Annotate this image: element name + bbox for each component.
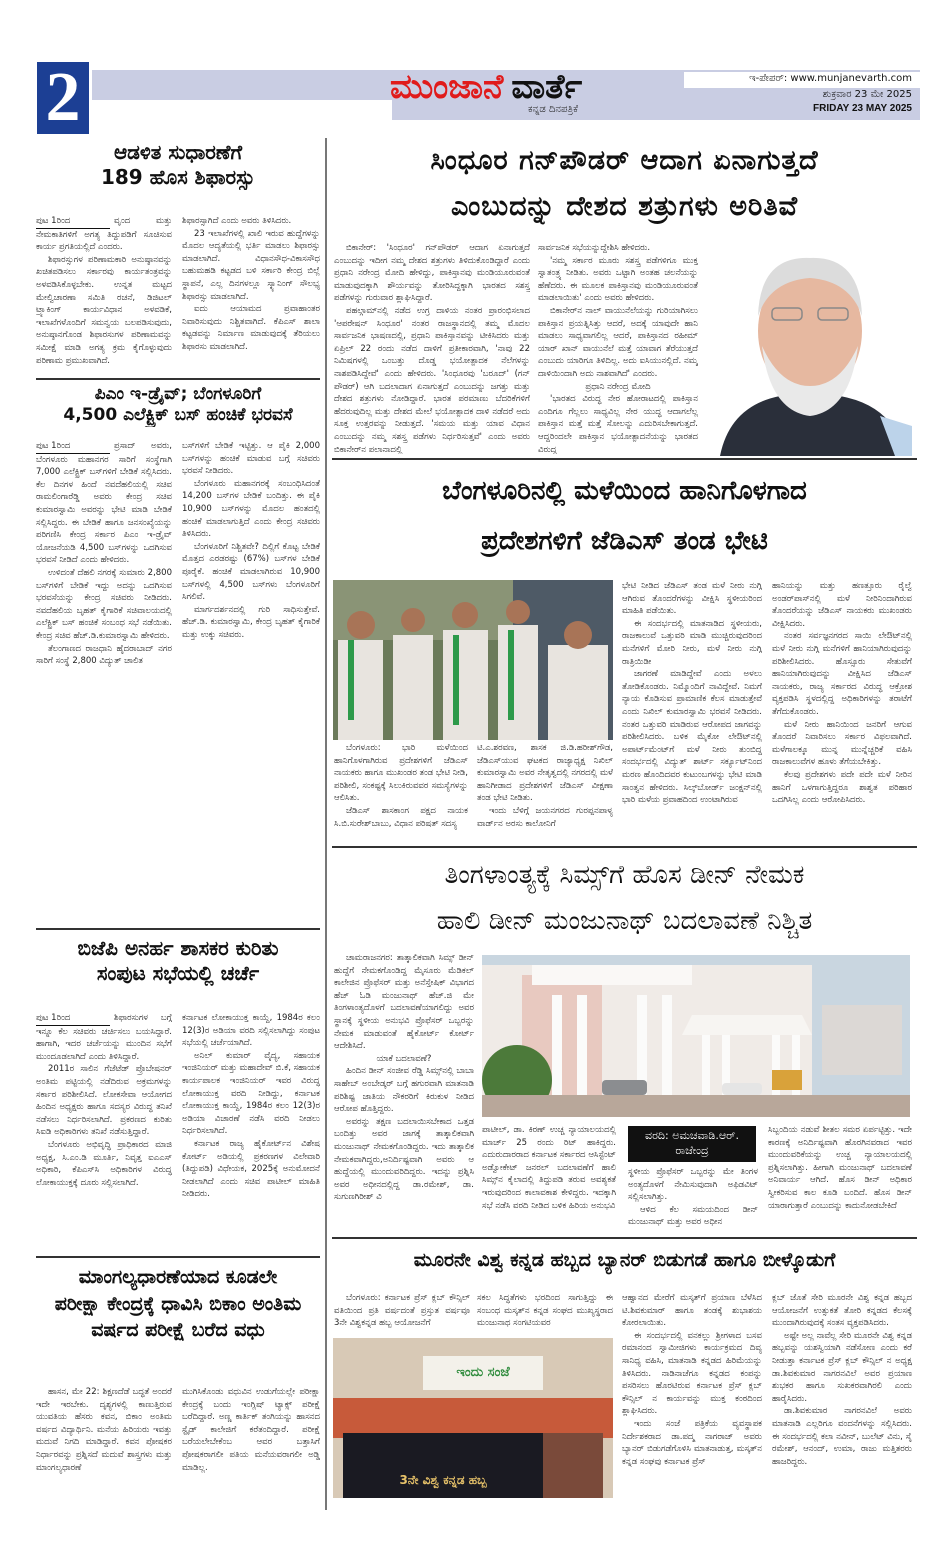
paragraph: ಅಷ್ಟೇ ಅಲ್ಲ ನಾವೆಲ್ಲ ಸೇರಿ ಮೂರನೇ ವಿಶ್ವ ಕನ್ನಡ ಹಬ್ಬವನ್ನು ಯಶಸ್ವಿಯಾಗಿ ನಡೆಸೋಣ ಎಂದು ಕರೆ ನೀಡುತ್ತಾ ಕರ್ನಾಟಕ ಪ್ರೆಸ್ ಕ್ಲಬ್ ಕೌನ್ಸಿಲ್ ನ ಅಧ್ಯಕ್ಷ ಡಾ.ಶಿವಕುಮಾರ ನಾಗರನವಿಲೆ ಅವರ ಪ್ರಯಾಣ ಶುಭಕರ ಹಾಗೂ ಸುಖಕರವಾಗಿರಲಿ ಎಂದು ಹಾರೈಸಿದರು. (772, 1330, 912, 1404)
paragraph: ಮಳೆ ನೀರು ಹಾನಿಯಿಂದ ಜನರಿಗೆ ಆಗುವ ತೊಂದರೆ ನಿವಾರಿಸಲು ಸರ್ಕಾರ ವಿಫಲವಾಗಿದೆ. ಮಳೆಗಾಲಕ್ಕೂ ಮುನ್ನ ಮುನ್ನೆಚ್ಚರಿಕೆ ವಹಿಸಿ ರಾಜಕಾಲುವೆಗಳ ಹೂಳು ತೆಗೆಯಬೇಕಿತ್ತು. (772, 719, 912, 768)
paragraph: ಈ ಸಂದರ್ಭದಲ್ಲಿ ವನಕಲ್ಲು ಶ್ರೀಗಳಾದ ಬಸವ ರಮಾನಂದ ಸ್ವಾಮೀಜಿಗಳು ಕಾರ್ಯಕ್ರಮದ ದಿವ್ಯ ಸಾನಿಧ್ಯ ವಹಿಸಿ, ಮಾತನಾಡಿ ಕನ್ನಡದ ಹಿರಿಮೆಯನ್ನು ತಿಳಿಸಿದರು. ನಾಡಿನಾಚೆಗೂ ಕನ್ನಡದ ಕಂಪನ್ನು ಪಸರಿಸಲು ಹೊರಟಿರುವ ಕರ್ನಾಟಕ ಪ್ರೆಸ್ ಕ್ಲಬ್ ಕೌನ್ಸಿಲ್ ನ ಕಾರ್ಯವನ್ನು ಮುಕ್ತ ಕಂಠದಿಂದ ಶ್ಲಾಘಿಸಿದರು. (622, 1330, 762, 1417)
banner-col-1 (334, 1292, 470, 1332)
sindoor-headline (332, 138, 917, 230)
ebus-col-2 (182, 440, 320, 880)
divider (332, 846, 917, 848)
paragraph: ಕರ್ನಾಟಕ ಲೋಕಾಯುಕ್ತ ಕಾಯ್ದೆ, 1984ರ ಕಲಂ 12(3)ರ ಅಡಿಯಾ ವರದಿ ಸಲ್ಲಿಸಲಾಗಿದ್ದು ಸಂಪುಟ ಸಭೆಯಲ್ಲಿ ಚರ್ಚೆಯಾಗಿದೆ. (182, 1013, 320, 1049)
paragraph: ಸಿಬ್ಬಂದಿಯ ನಡುವೆ ಶೀತಲ ಸಮರ ಏರ್ಪಟ್ಟಿತ್ತು. ಇದೇ ಕಾರಣಕ್ಕೆ ಅನಿರ್ದಿಷ್ಟವಾಗಿ ಹೊರಗಿನವರಾದ ಇವರ ಮುಂದುವರಿಕೆಯನ್ನು ಉಚ್ಚ ನ್ಯಾಯಾಲಯದಲ್ಲಿ ಪ್ರಶ್ನಿಸಲಾಗಿತ್ತು. ಹೀಗಾಗಿ ಮಂಜುನಾಥ್ ಬದಲಾವಣೆ ಅನಿವಾರ್ಯ ಆಗಿದೆ. ಹೊಸ ಡೀನ್ ಅಧಿಕಾರ ಸ್ವೀಕರಿಸುವ ಕಾಲ ಕೂಡಿ ಬಂದಿದೆ. ಹೊಸ ಡೀನ್ ಯಾರಾಗುತ್ತಾರೆ ಎಂಬುದನ್ನು ಕಾದುನೋಡಬೇಕಿದೆ (768, 1125, 912, 1211)
jds-col-3 (622, 580, 762, 842)
paragraph: ಸಾರ್ವಜನಿಕ ಸಭೆಯನ್ನುದ್ದೇಶಿಸಿ ಹೇಳಿದರು. (538, 243, 651, 253)
sindoor-col-2 (538, 242, 698, 454)
paragraph: ಐದು ಆಯಾಮದ ಪ್ರವಾಹಾಂತರ ನಿವಾರಿಸುವುದು ನಿಶ್ಚಿತವಾಗಿದೆ. ಕೆಪಿಎಸ್ ಶಾಲಾ ಕಟ್ಟಡವನ್ನು ನಿರ್ಮಾಣ ಮಾಡುವುದಕ್ಕೆ ತೆರಿಯಲು ಶಿಫಾರಸು ಮಾಡಲಾಗಿದೆ. (182, 304, 320, 352)
cims-col-2 (482, 1124, 616, 1234)
banner-col-4 (772, 1292, 912, 1502)
paragraph: ಈ ಸಂದರ್ಭದಲ್ಲಿ ಮಾತನಾಡಿದ ಸ್ಥಳೀಯರು, ರಾಜಕಾಲುವೆ ಒತ್ತುವರಿ ಮಾಡಿ ಮುಚ್ಚಿರುವುದರಿಂದ ಮನೆಗಳಿಗೆ ಮೋರಿ ನೀರು, ಮಳೆ ನೀರು ನುಗ್ಗಿ ರಾತ್ರಿಯಿಡೀ (622, 618, 762, 667)
subheading: ಯಾಕೆ ಬದಲಾವಣೆ? (376, 1053, 432, 1064)
paragraph: ಶಿಫಾರಸ್ಸುಗಳ ಪರಿಣಾಮಕಾರಿ ಅನುಷ್ಠಾನವನ್ನು ಖಚಿತಪಡಿಸಲು ಸರ್ಕಾರವು ಕಾರ್ಯತಂತ್ರವನ್ನು ಅಳವಡಿಸಿಕೊಳ್ಳಬೇಕು. ಉನ್ನತ ಮಟ್ಟದ ಮೇಲ್ವಿಚಾರಣಾ ಸಮಿತಿ ರಚನೆ, ಡಿಜಿಟಲ್ ಟ್ರ್ಯಾಕಿಂಗ್ ಕಾರ್ಯವಿಧಾನ ಅಳವಡಿಕೆ, ಇಲಾಖೆಗಳೊಂದಿಗೆ ಸಮನ್ವಯ ಬಲಪಡಿಸುವುದು, ಅನುಷ್ಠಾನಗೊಂಡ ಶಿಫಾರಸುಗಳ ಪರಿಣಾಮವನ್ನು ಸಮೀಕ್ಷೆ ಮಾಡಿ ಅಗತ್ಯ ಕ್ರಮ ಕೈಗೊಳ್ಳುವುದು ಪರಿಣಾಮ ಪ್ರಮುಖವಾಗಿದೆ. (36, 254, 172, 366)
paragraph: ಕರ್ನಾಟಕ ರಾಜ್ಯ ಹೈಕೋರ್ಟ್‌ನ ವಿಶೇಷ ಕೋರ್ಟ್ ಅಡಿಯಲ್ಲಿ ಪ್ರಕರಣಗಳ ವಿಲೇವಾರಿ (ತಿದ್ದುಪಡಿ) ವಿಧೇಯಕ, 2025ಕ್ಕೆ ಅನುಮೋದನೆ ನೀಡಲಾಗಿದೆ ಎಂದು ಸಚಿವ ಪಾಟೀಲ್ ಮಾಹಿತಿ ನೀಡಿದರು. (182, 1138, 320, 1200)
cims-byline: ವರದಿ: ಅಮಚವಾಡಿ.ಆರ್. ರಾಜೇಂದ್ರ (628, 1126, 756, 1162)
paragraph: ಬೆಂಗಳೂರು: ಭಾರಿ ಮಳೆಯಿಂದ ಹಾನಿಗೊಳಗಾಗಿರುವ ಪ್ರದೇಶಗಳಿಗೆ ಜೆಡಿಎಸ್ ನಾಯಕರು ಹಾಗೂ ಮುಖಂಡರ ತಂಡ ಭೇಟಿ ನೀಡಿ, ಪರಿಶೀಲಿ, ಸಂಕಷ್ಟಕ್ಕೆ ಸಿಲುಕಿರುವವರ ಸಮಸ್ಯೆಗಳನ್ನು ಆಲಿಸಿತು. (334, 743, 468, 804)
paragraph: ಪಹಲ್ಗಾಮ್‌ನಲ್ಲಿ ನಡೆದ ಉಗ್ರ ದಾಳಿಯ ನಂತರ ಪ್ರಾರಂಭಿಸಲಾದ 'ಆಪರೇಷನ್ ಸಿಂಧೂರ' ನಂತರ ರಾಜಸ್ಥಾನದಲ್ಲಿ ತಮ್ಮ ಮೊದಲ ಸಾರ್ವಜನಿಕ ಭಾಷಣದಲ್ಲಿ, ಪ್ರಧಾನಿ ಪಾಕಿಸ್ತಾನವನ್ನು ಟೀಕಿಸಿದರು ಮತ್ತು ಏಪ್ರಿಲ್ 22 ರಂದು ನಡೆದ ದಾಳಿಗೆ ಪ್ರತೀಕಾರವಾಗಿ, 'ನಾವು 22 ನಿಮಿಷಗಳಲ್ಲಿ ಒಂಬತ್ತು ದೊಡ್ಡ ಭಯೋತ್ಪಾದಕ ನೆಲೆಗಳನ್ನು ನಾಶಪಡಿಸಿದ್ದೇವೆ' ಎಂದು ಹೇಳಿದರು. 'ಸಿಂಧೂರವು 'ಬರೂದ್' (ಗನ್ ಪೌಡರ್) ಆಗಿ ಬದಲಾದಾಗ ಏನಾಗುತ್ತದೆ ಎಂಬುದನ್ನು ಜಗತ್ತು ಮತ್ತು ದೇಶದ ಶತ್ರುಗಳು ನೋಡಿದ್ದಾರೆ. ಭಾರತ ಪರಮಾಣು ಬೆದರಿಕೆಗಳಿಗೆ ಹೆದರುವುದಿಲ್ಲ ಮತ್ತು ದೇಶದ ಮೇಲೆ ಭಯೋತ್ಪಾದಕ ದಾಳಿ ನಡೆದರೆ ಅದು ಸೂಕ್ತ ಉತ್ತರವನ್ನು ನೀಡುತ್ತದೆ. 'ಸಮಯ ಮತ್ತು ಯಾವ ವಿಧಾನ ಎಂಬುದನ್ನು ನಮ್ಮ ಸಶಸ್ತ್ರ ಪಡೆಗಳು ನಿರ್ಧರಿಸುತ್ತವೆ' ಎಂದು ಅವರು ಬಿಕಾನೇರ್‌ನ ಪಲಾನಾದಲ್ಲಿ (334, 305, 530, 454)
paragraph: 'ನಮ್ಮ ಸರ್ಕಾರ ಮೂರು ಸಶಸ್ತ್ರ ಪಡೆಗಳಿಗೂ ಮುಕ್ತ ಸ್ವಾತಂತ್ರ್ಯ ನೀಡಿತು. ಅವರು ಒಟ್ಟಾಗಿ ಅಂತಹ ಚಲನೆಯನ್ನು ಹೆಣೆದರು. ಈ ಮೂಲಕ ಪಾಕಿಸ್ತಾನವು ಮಂಡಿಯೂರುವಂತೆ ಮಾಡಲಾಯಿತು' ಎಂದು ಅವರು ಹೇಳಿದರು. (538, 255, 698, 304)
bjp-col-1 (36, 1012, 172, 1250)
headline-line: ವರ್ಷದ ಪರೀಕ್ಷೆ ಬರೆದ ವಧು (91, 1319, 265, 1342)
paragraph: ನಂತರ ಸರ್ವಜ್ಞನಗರದ ಸಾಯಿ ಲೇಔಟ್‌ನಲ್ಲಿ ಮಳೆ ನೀರು ನುಗ್ಗಿ ಮನೆಗಳಿಗೆ ಹಾನಿಯಾಗಿರುವುದನ್ನು ಪರಿಶೀಲಿಸಿದರು. ಹೊಸ್ಸೂರು ಸೇತುವೆಗೆ ಹಾನಿಯಾಗಿರುವುದನ್ನು ವೀಕ್ಷಿಸಿದ ಜೆಡಿಎಸ್ ನಾಯಕರು, ರಾಜ್ಯ ಸರ್ಕಾರದ ವಿರುದ್ಧ ಆಕ್ರೋಶ ವ್ಯಕ್ತಪಡಿಸಿ ಸ್ಥಳದಲ್ಲಿದ್ದ ಅಧಿಕಾರಿಗಳನ್ನು ತರಾಟೆಗೆ ತೆಗೆದುಕೊಂಡರು. (772, 631, 912, 717)
headline-line: ಪ್ರದೇಶಗಳಿಗೆ ಜೆಡಿಎಸ್ ತಂಡ ಭೇಟಿ (481, 526, 768, 556)
paragraph: ತೆಲಂಗಾಣದ ರಾಜಧಾನಿ ಹೈದರಾಬಾದ್ ನಗರ ಸಾರಿಗೆ ಸಂಸ್ಥೆ 2,800 ವಿದ್ಯುತ್ ಚಾಲಿತ (36, 643, 172, 667)
masthead-band-cutout (92, 100, 392, 120)
paragraph: ವೃಂದ ಮತ್ತು ನೇಮಕಾತಿಗಳಿಗೆ ಅಗತ್ಯ ತಿದ್ದುಪಡಿಗೆ ಸೂಚಿಸುವ ಕಾರ್ಯ ಪ್ರಗತಿಯಲ್ಲಿದೆ ಎಂದರು. (36, 216, 172, 253)
headline-line: ಎಂಬುದನ್ನು ದೇಶದ ಶತ್ರುಗಳು ಅರಿತಿವೆ (450, 191, 799, 222)
bride-headline (36, 1264, 320, 1344)
paragraph: ಸಕಲ ಸಿದ್ಧತೆಗಳು ಭರದಿಂದ ಸಾಗುತ್ತಿದ್ದು ಈ ಸಂಬಂಧ ಮಸ್ಕತ್‌ನ ಕನ್ನಡ ಸಂಘದ ಮುಖ್ಯಸ್ಥರಾದ ಮಂಜುನಾಥ ಸಂಗಟಿಯವರ (477, 1293, 613, 1329)
paragraph: ಜೆಡಿಎಸ್ ಶಾಸಕಾಂಗ ಪಕ್ಷದ ನಾಯಕ ಸಿ.ಬಿ.ಸುರೇಶ್‌ಬಾಬು, ವಿಧಾನ ಪರಿಷತ್ ಸದಸ್ಯ (334, 805, 468, 829)
divider (36, 378, 320, 380)
jds-headline (332, 466, 917, 566)
paragraph: ಶಿಫಾರಸುಗಳ ಬಗ್ಗೆ ಇನ್ನೂ ಕೆಲ ಸಚಿವರು ಚರ್ಚಿಸಲು ಬಯಸಿದ್ದಾರೆ. ಹಾಗಾಗಿ, ಇದರ ಚರ್ಚೆಯನ್ನು ಮುಂದಿನ ಸಭೆಗೆ ಮುಂದೂಡಲಾಗಿದೆ ಎಂದು ತಿಳಿಸಿದ್ದಾರೆ. (36, 1013, 172, 1062)
paragraph: ಉಳಿದಂತೆ ದೆಹಲಿ ನಗರಕ್ಕೆ ಸುಮಾರು 2,800 ಬಸ್‌ಗಳಿಗೆ ಬೇಡಿಕೆ ಇದ್ದು ಅದನ್ನು ಒದಗಿಸುವ ಭರವಸೆಯನ್ನು ಕೇಂದ್ರ ಸಚಿವರು ನೀಡಿದರು. ನವದೆಹಲಿಯ ಬೃಹತ್ ಕೈಗಾರಿಕೆ ಸಚಿವಾಲಯದಲ್ಲಿ ಎಲೆಕ್ಟ್ರಿಕ್ ಬಸ್ ಹಂಚಿಕೆ ಸಂಬಂಧ ಸಭೆ ನಡೆಯಿತು. ಕೇಂದ್ರ ಸಚಿವ ಹೆಚ್.ಡಿ.ಕುಮಾರಸ್ವಾಮಿ ಹೇಳಿದರು. (36, 567, 172, 641)
page-number-badge: 2 (37, 62, 89, 134)
paragraph: ಚಾಮರಾಜನಗರ: ತಾತ್ಕಾಲಿಕವಾಗಿ ಸಿಮ್ಸ್ ಡೀನ್ ಹುದ್ದೆಗೆ ನೇಮಕಗೊಂಡಿದ್ದ ಮೈಸೂರು ಮೆಡಿಕಲ್ ಕಾಲೇಜಿನ ಪ್ರೊಫೆಸರ್ ಮತ್ತು ಅನೆಸ್ತೇಷಿಕ್ ವಿಭಾಗದ ಹೆಚ್ ಓಡಿ ಮಂಜುನಾಥ್ ಹೆಚ್.ಜಿ ಮೇ ತಿಂಗಳಾಂತ್ಯದೊಳಗೆ ಬದಲಾವಣೆಯಾಗಲಿದ್ದು ಅವರ ಸ್ಥಾನಕ್ಕೆ ಸ್ಥಳೀಯ ಅನುಭವಿ ಪ್ರೊಫೆಸರ್ ಒಬ್ಬರನ್ನು ನೇಮಕ ಮಾಡುವಂತೆ ಹೈಕೋರ್ಟ್ ಕೋರ್ಟ್ ಆದೇಶಿಸಿದೆ. (334, 953, 474, 1052)
paragraph: ಮಾರ್ಗದರ್ಶನದಲ್ಲಿ ಗುರಿ ಸಾಧಿಸುತ್ತೇವೆ. ಹೆಚ್.ಡಿ. ಕುಮಾರಸ್ವಾಮಿ, ಕೇಂದ್ರ ಬೃಹತ್ ಕೈಗಾರಿಕೆ ಮತ್ತು ಉಕ್ಕು ಸಚಿವರು. (182, 604, 320, 640)
jds-col-1 (334, 742, 468, 842)
paragraph: ಜಾಗರಣೆ ಮಾಡಿದ್ದೇವೆ ಎಂದು ಅಳಲು ತೋಡಿಕೊಂಡರು. ನಿಮ್ಮೊಂದಿಗೆ ನಾವಿದ್ದೇವೆ. ನಿಮಗೆ ನ್ಯಾಯ ಕೊಡಿಸುವ ಪ್ರಾಮಾಣಿಕ ಕೆಲಸ ಮಾಡುತ್ತೇವೆ ಎಂದು ನಿಖಿಲ್ ಕುಮಾರಸ್ವಾಮಿ ಭರವಸೆ ನೀಡಿದರು. ನಂತರ ಒತ್ತುವರಿ ಮಾಡಿರುವ ಆರೋಪದ ಜಾಗವನ್ನು ಪರಿಶೀಲಿಸಿದರು. ಬಳಿಕ ಮೈಕೋ ಲೇಔಟ್‌ನಲ್ಲಿ ಅಪಾರ್ಟ್‌ಮೆಂಟ್‌ಗೆ ಮಳೆ ನೀರು ತುಂಬಿದ್ದ ಸಂದರ್ಭದಲ್ಲಿ ವಿದ್ಯುತ್ ಶಾರ್ಟ್ ಸರ್ಕ್ಯೂಟ್‌ನಿಂದ ಮರಣ ಹೊಂದಿದವರ ಕುಟುಂಬಗಳನ್ನು ಭೇಟಿ ಮಾಡಿ ಸಾಂತ್ವನ ಹೇಳಿದರು. ಸಿಲ್ಕ್‌ಬೋರ್ಡ್ ಜಂಕ್ಷನ್‌ನಲ್ಲಿ ಭಾರಿ ಮಳೆಯ ಪ್ರವಾಹದಿಂದ ಉಂಟಾಗಿರುವ (622, 669, 762, 806)
bjp-headline (36, 936, 320, 986)
paragraph: ಇಂದು ಸಂಜೆ ಪತ್ರಿಕೆಯ ವ್ಯವಸ್ಥಾಪಕ ನಿರ್ದೇಶಕರಾದ ಡಾ.ಪದ್ಮ ನಾಗರಾಜ್ ಅವರು ಬ್ಯಾನರ್ ಬಿಡುಗಡೆಗೊಳಿಸಿ ಮಾತನಾಡುತ್ತ, ಮಸ್ಕತ್‌ನ ಕನ್ನಡ ಸಂಘವು ಕರ್ನಾಟಕ ಪ್ರೆಸ್ (622, 1418, 762, 1467)
headline-line: ಹಾಲಿ ಡೀನ್ ಮಂಜುನಾಥ್ ಬದಲಾವಣೆ ನಿಶ್ಚಿತ (436, 906, 813, 936)
headline-line: ತಿಂಗಳಾಂತ್ಯಕ್ಕೆ ಸಿಮ್ಸ್‌ಗೆ ಹೊಸ ಡೀನ್ ನೇಮಕ (444, 860, 805, 890)
admin-reform-headline (36, 140, 320, 190)
paragraph: ಮುಗಿಸಿಕೊಂಡು ವಧುವಿನ ಉಡುಗೆಯಲ್ಲೇ ಪರೀಕ್ಷಾ ಕೇಂದ್ರಕ್ಕೆ ಬಂದು ಇಂಗ್ಲಿಷ್ ಟ್ಯಾಕ್ಸ್ ಪರೀಕ್ಷೆ ಬರೆದಿದ್ದಾರೆ. ಅಣ್ಣ ಕಾರ್ತಿಕ್ ತಂಗಿಯನ್ನು ಹಾಸನದ ಸ್ಟೈಡ್ ಕಾಲೇಜಿಗೆ ಕರೆತಂದಿದ್ದಾರೆ. ಪರೀಕ್ಷೆ ಬರೆಯಲೇಬೇಕೆಂಬ ಆವರ ಬತ್ತಾಸಿಗೆ ಪೋಷಕರಾಗಲೀ ಪತಿಯ ಮನೆಯವರಾಗಲೀ ಅಡ್ಡಿ ಮಾಡಿಲ್ಲ. (182, 1387, 320, 1473)
paragraph: ಟಿ.ಎ.ಶರವಣ, ಶಾಸಕ ಜಿ.ಡಿ.ಹರೀಶ್‌ಗೌಡ, ಜೆಡಿಎಸ್‌ಯುವ ಘಟಕದ ರಾಜ್ಯಾಧ್ಯಕ್ಷ ನಿಖಿಲ್ ಕುಮಾರಸ್ವಾಮಿ ಅವರ ನೇತೃತ್ವದಲ್ಲಿ ನಗರದಲ್ಲಿ ಮಳೆ ಹಾನಿಗೀಡಾದ ಪ್ರದೇಶಗಳಿಗೆ ಜೆಡಿಎಸ್ ವೀಕ್ಷಣಾ ತಂಡ ಭೇಟಿ ನೀಡಿತು. (477, 743, 613, 804)
paragraph: 2011ರ ಸಾಲಿನ ಗೆಜೆಟೆಡ್ ಪ್ರೊಬೇಷನರ್ ಅಂತಿಮ ಪಟ್ಟಿಯಲ್ಲಿ ನಡೆದಿರುವ ಅಕ್ರಮಗಳನ್ನು ಸರ್ಕಾರ ಪರಿಶೀಲಿಸಿದೆ. ಲೋಕಸೇವಾ ಆಯೋಗದ ಹಿಂದಿನ ಅಧ್ಯಕ್ಷರು ಹಾಗೂ ಸದಸ್ಯರ ವಿರುದ್ಧ ತನಿಖೆ ನಡೆಸಲು ನಿರ್ಧರಿಸಲಾಗಿದೆ. ಪ್ರಕರಣದ ಕುರಿತು ಸಿಐಡಿ ಅಧಿಕಾರಿಗಳು ತನಿಖೆ ನಡೆಸುತ್ತಿದ್ದಾರೆ. (36, 1064, 172, 1138)
crowd-shape (333, 1398, 613, 1438)
paragraph: ಡಾ.ಶಿವಕುಮಾರ ನಾಗರನವಿಲೆ ಅವರು ಮಾತನಾಡಿ ಎಲ್ಲರಿಗೂ ವಂದನೆಗಳನ್ನು ಸಲ್ಲಿಸಿದರು. ಈ ಸಂದರ್ಭದಲ್ಲಿ ಕಲಾ ನವೀನ್, ಬುಲೆಟ್ ವಿನು, ಸೈ ರಮೇಶ್, ಆನಂದ್, ಉಮಾ, ರಾಜು ಮತ್ತಿತರರು ಹಾಜರಿದ್ದರು. (772, 1406, 912, 1467)
paragraph: 'ಭಾರತದ ವಿರುದ್ಧ ನೇರ ಹೋರಾಟದಲ್ಲಿ ಪಾಕಿಸ್ತಾನ ಎಂದಿಗೂ ಗೆಲ್ಲಲು ಸಾಧ್ಯವಿಲ್ಲ ನೇರ ಯುದ್ಧ ಆದಾಗಲೆಲ್ಲ ಪಾಕಿಸ್ತಾನ ಮತ್ತೆ ಮತ್ತೆ ಸೋಲನ್ನು ಎದುರಿಸಬೇಕಾಗುತ್ತದೆ. ಆದ್ದರಿಂದಲೇ ಪಾಕಿಸ್ತಾನ ಭಯೋತ್ಪಾದನೆಯನ್ನು ಭಾರತದ ವಿರುದ್ಧ (538, 394, 698, 454)
paragraph: ಕೆಲವು ಪ್ರದೇಶಗಳು ಪದೇ ಪದೇ ಮಳೆ ನೀರಿನ ಹಾನಿಗೆ ಒಳಗಾಗುತ್ತಿದ್ದರೂ ಶಾಶ್ವತ ಪರಿಹಾರ ಒದಗಿಸಿಲ್ಲ ಎಂದು ಆರೋಪಿಸಿದರು. (772, 769, 912, 806)
date-english: FRIDAY 23 MAY 2025 (813, 103, 912, 114)
cims-col-3 (628, 1166, 758, 1234)
headline-line: ಆಡಳಿತ ಸುಧಾರಣೆಗೆ (113, 140, 243, 164)
headline-line: ಪಿಎಂ ಇ-ಡ್ರೈವ್; ಬೆಂಗಳೂರಿಗೆ (94, 384, 262, 404)
headline-line: 189 ಹೊಸ ಶಿಫಾರಸ್ಸು (100, 165, 256, 189)
paragraph: ಪಾಟೀಲ್, ಡಾ. ಕಿರಣ್ ಉಚ್ಚ ನ್ಯಾಯಾಲಯದಲ್ಲಿ ಮಾರ್ಚ್ 25 ರಂದು ರಿಟ್ ಹಾಕಿದ್ದರು. ಎದುರುದಾರರಾದ ಕರ್ನಾಟಕ ಸರ್ಕಾರದ ಆಸಿಸ್ಟೆಂಟ್ ಅಡ್ವೋಕೇಟ್ ಜನರಲ್ ಬದಲಾವಣೆಗೆ ಹಾಲಿ ಸಿಮ್ಸ್‌ನ ಕೈಲಾದಲ್ಲಿ ತಿದ್ದುಪಡಿ ತರುವ ಅವಶ್ಯಕತೆ ಇರುವುದರಿಂದ ಕಾಲಾವಕಾಶ ಕೇಳಿದ್ದರು. ಇದಕ್ಕಾಗಿ ಸಭೆ ನಡೆಸಿ ವರದಿ ನೀಡಿದ ಬಳಿಕ ಹಿರಿಯ ಅನುಭವಿ (482, 1125, 616, 1211)
paragraph: ಶಿಫಾರಸ್ಸಾಗಿದೆ ಎಂದು ಅವರು ತಿಳಿಸಿದರು. (182, 216, 292, 226)
headline-line: ಬೆಂಗಳೂರಿನಲ್ಲಿ ಮಳೆಯಿಂದ ಹಾನಿಗೊಳಗಾದ (442, 476, 807, 506)
banner-headline: ಮೂರನೇ ವಿಶ್ವ ಕನ್ನಡ ಹಬ್ಬದ ಬ್ಯಾನರ್ ಬಿಡುಗಡೆ ಹಾಗೂ ಬೀಳ್ಕೊಡುಗೆ (413, 1249, 836, 1271)
pm-portrait-photo (700, 236, 912, 456)
paragraph: ಪ್ರಸಾದ್ ಅವರು, ಬೆಂಗಳೂರು ಮಹಾನಗರ ಸಾರಿಗೆ ಸಂಸ್ಥೆಗಾಗಿ 7,000 ಎಲೆಕ್ಟ್ರಿಕ್ ಬಸ್‌ಗಳಿಗೆ ಬೇಡಿಕೆ ಸಲ್ಲಿಸಿದರು. ಕೆಲ ದಿನಗಳ ಹಿಂದೆ ನವದೆಹಲಿಯಲ್ಲಿ ಸಚಿವ ರಾಮಲಿಂಗಾರೆಡ್ಡಿ ಅವರು ಕೇಂದ್ರ ಸಚಿವ ಕುಮಾರಸ್ವಾಮಿ ಅವರನ್ನು ಭೇಟಿ ಮಾಡಿ ಬೇಡಿಕೆ ಸಲ್ಲಿಸಿದ್ದರು. ಈ ಬೇಡಿಕೆ ಹಾಗೂ ಜನಸಂಖ್ಯೆಯನ್ನು ಪರಿಗಣಿಸಿ ಕೇಂದ್ರ ಸರ್ಕಾರ ಪಿಎಂ ಇ-ಡ್ರೈವ್ ಯೋಜನೆಯಡಿ 4,500 ಬಸ್‌ಗಳನ್ನು ಒದಗಿಸುವ ಭರವಸೆ ನೀಡಿದೆ ಎಂದು ಹೇಳಿದರು. (36, 441, 172, 566)
headline-line: ಮಾಂಗಲ್ಯಧಾರಣೆಯಾದ ಕೂಡಲೇ (78, 1266, 278, 1288)
tagline: ಕನ್ನಡ ದಿನಪತ್ರಿಕೆ (528, 104, 579, 115)
continued-marker: ಪುಟ 1ರಿಂದ (36, 1012, 110, 1026)
headline-line: ಸಂಪುಟ ಸಭೆಯಲ್ಲಿ ಚರ್ಚೆ (96, 961, 260, 985)
event-board: ಇಂದು ಸಂಜೆ (423, 1356, 543, 1390)
paragraph: ಆಹ್ವಾನದ ಮೇರೆಗೆ ಮಸ್ಕತ್‌ಗೆ ಪ್ರಯಾಣ ಬೆಳೆಸಿದ ಟಿ.ಶಿವಕುಮಾರ್ ಹಾಗೂ ತಂಡಕ್ಕೆ ಶುಭಾಶಯ ಕೋರಲಾಯಿತು. (622, 1293, 762, 1329)
cims-col-4 (768, 1124, 912, 1234)
headline-line: 4,500 ಎಲೆಕ್ಟ್ರಿಕ್ ಬಸ್ ಹಂಚಿಕೆ ಭರವಸೆ (63, 405, 293, 426)
jds-col-2 (477, 742, 613, 842)
headline-line: ಬಿಜೆಪಿ ಅನರ್ಹ ಶಾಸಕರ ಕುರಿತು (77, 936, 279, 960)
cims-building-photo (482, 955, 910, 1117)
paragraph: ಹಾಸನ, ಮೇ 22: ಶಿಕ್ಷಣದೆಡೆ ಬದ್ಧತೆ ಅಂದರೆ ಇದೇ ಇರಬೇಕು. ದೃಶ್ಯಗಳಲ್ಲಿ ಕಾಣುತ್ತಿರುವ ಯುವತಿಯ ಹೆಸರು ಕವನ, ಬಿಕಾಂ ಅಂತಿಮ ವರ್ಷದ ವಿದ್ಯಾರ್ಥಿನಿ. ಮನೆಯ ಹಿರಿಯರು ಇವತ್ತು ಮದುವೆ ನಿಗದಿ ಮಾಡಿದ್ದಾರೆ. ಕವನ ಪೋಷಕರ ನಿರ್ಧಾರವನ್ನು ಪ್ರಶ್ನಿಸದೆ ಮದುವೆ ಶಾಸ್ತ್ರಗಳು ಮತ್ತು ಮಾಂಗಲ್ಯಧಾರಣೆ (36, 1387, 172, 1473)
banner-col-2 (477, 1292, 613, 1332)
paragraph: ಇಂದು ಬೆಳಿಗ್ಗೆ ಜಯನಗರದ ಗುರಪ್ಪನಪಾಳ್ಯ ವಾರ್ಡ್‌ನ ಅರಸು ಕಾಲೋನಿಗೆ (477, 805, 613, 829)
paragraph: ಬಿಕಾನೇರ್‌ನ ನಾಲ್ ವಾಯುನೆಲೆಯನ್ನು ಗುರಿಯಾಗಿಸಲು ಪಾಕಿಸ್ತಾನ ಪ್ರಯತ್ನಿಸಿತ್ತು ಆದರೆ, ಅದಕ್ಕೆ ಯಾವುದೇ ಹಾನಿ ಮಾಡಲು ಸಾಧ್ಯವಾಗಲಿಲ್ಲ ಆದರೆ, ಪಾಕಿಸ್ತಾನದ ರಹೀಮ್ ಯಾರ್ ಖಾನ್ ವಾಯುನೆಲೆ ಮತ್ತೆ ಯಾವಾಗ ತೆರೆಯುತ್ತದೆ ಎಂಬುದು ಯಾರಿಗೂ ತಿಳಿದಿಲ್ಲ. ಅದು ಐಸಿಯುನಲ್ಲಿದೆ. ನಮ್ಮ ದಾಳಿಯಿಂದಾಗಿ ಅದು ನಾಶವಾಗಿದೆ' ಎಂದರು. (538, 305, 698, 379)
banner-event-photo (333, 1338, 613, 1498)
paragraph: ಕ್ಲಬ್ ಜೊತೆ ಸೇರಿ ಮೂರನೇ ವಿಶ್ವ ಕನ್ನಡ ಹಬ್ಬದ ಆಯೋಜನೆಗೆ ಉತ್ಸುಕತೆ ತೋರಿ ಕನ್ನಡದ ಕೆಲಸಕ್ಕೆ ಮುಂದಾಗಿರುವುದಕ್ಕೆ ಸಂತಸ ವ್ಯಕ್ತಪಡಿಸಿದರು. (772, 1293, 912, 1329)
divider (36, 1256, 320, 1258)
jds-col-4 (772, 580, 912, 842)
logo-part-1: ಮುಂಜಾನೆ (390, 67, 504, 107)
paragraph: ಬೆಂಗಳೂರು: ಕರ್ನಾಟಕ ಪ್ರೆಸ್ ಕ್ಲಬ್ ಕೌನ್ಸಿಲ್ ವತಿಯಿಂದ ಪ್ರತಿ ವರ್ಷದಂತೆ ಪ್ರಸ್ತುತ ವರ್ಷವೂ 3ನೇ ವಿಶ್ವಕನ್ನಡ ಹಬ್ಬ ಆಯೋಜನೆಗೆ (334, 1293, 470, 1329)
paragraph: ಹಿಂದಿನ ಡೀನ್ ಸಂಜೀವ ರೆಡ್ಡಿ ಸಿಮ್ಸ್‌ನಲ್ಲಿ ಬಾಬಾ ಸಾಹೇಬ್ ಅಂಬೇಡ್ಕರ್ ಬಗ್ಗೆ ಹಗುರವಾಗಿ ಮಾತನಾಡಿ ಪರಿಶಿಷ್ಟ ಜಾತಿಯ ನೌಕರರಿಗೆ ಕಿರುಕುಳ ನೀಡಿದ ಆರೋಪ ಹೊತ್ತಿದ್ದರು. (334, 1066, 474, 1115)
ebus-headline (36, 384, 320, 427)
logo-part-2: ವಾರ್ತೆ (511, 67, 583, 107)
bride-col-1 (36, 1386, 172, 1501)
divider (332, 1237, 917, 1239)
continued-marker: ಪುಟ 1ರಿಂದ (36, 440, 110, 454)
paragraph: ಆಳಿದ ಕೆಲ ಸಮಯದಿಂದ ಡೀನ್ ಮಂಜುನಾಥ್ ಮತ್ತು ಅವರ ಅಧೀನ (628, 1204, 758, 1228)
subheading: ಪ್ರಧಾನಿ ನರೇಂದ್ರ ಮೋದಿ (585, 381, 651, 392)
paragraph: ಬಿಕಾನೇರ್: 'ಸಿಂಧೂರ' ಗನ್‌ಪೌಡರ್ ಆದಾಗ ಏನಾಗುತ್ತದೆ ಎಂಬುದನ್ನು ಇದೀಗ ನಮ್ಮ ದೇಶದ ಶತ್ರುಗಳು ತಿಳಿದುಕೊಂಡಿದ್ದಾರೆ ಎಂದು ಪ್ರಧಾನಿ ನರೇಂದ್ರ ಮೋದಿ ಹೇಳಿದ್ದು, ಪಾಕಿಸ್ತಾನವು ಮಂಡಿಯೂರುವಂತೆ ಮಾಡುವುದಕ್ಕಾಗಿ ಶೌರ್ಯವನ್ನು ತೋರಿಸಿದ್ದಕ್ಕಾಗಿ ಭಾರತದ ಸಶಸ್ತ್ರ ಪಡೆಗಳನ್ನು ಗುರುವಾರ ಶ್ಲಾಘಿಸಿದ್ದಾರೆ. (334, 243, 530, 304)
admin-reform-col-1 (36, 215, 172, 370)
paragraph: ಸ್ಥಳೀಯ ಪ್ರೊಫೆಸರ್ ಒಬ್ಬರನ್ನು ಮೇ ತಿಂಗಳ ಅಂತ್ಯದೊಳಗೆ ನೇಮಿಸುವುದಾಗಿ ಅಫಿಡವಿಟ್ ಸಲ್ಲಿಸಲಾಗಿತ್ತು. (628, 1167, 758, 1203)
banner-cloth: 3ನೇ ವಿಶ್ವ ಕನ್ನಡ ಹಬ್ಬ (343, 1433, 543, 1498)
paragraph: ಭೇಟಿ ನೀಡಿದ ಜೆಡಿಎಸ್ ತಂಡ ಮಳೆ ನೀರು ನುಗ್ಗಿ ಆಗಿರುವ ತೊಂದರೆಗಳನ್ನು ವೀಕ್ಷಿಸಿ ಸ್ಥಳೀಯರಿಂದ ಮಾಹಿತಿ ಪಡೆಯಿತು. (622, 581, 762, 617)
bjp-col-2 (182, 1012, 320, 1250)
cims-headline (332, 852, 917, 944)
paragraph: 23 ಇಲಾಖೆಗಳಲ್ಲಿ ಖಾಲಿ ಇರುವ ಹುದ್ದೆಗಳನ್ನು ಮೊದಲ ಆದ್ಯತೆಯಲ್ಲಿ ಭರ್ತಿ ಮಾಡಲು ಶಿಫಾರಸ್ಸು ಮಾಡಲಾಗಿದೆ. ವಿಧಾನಸೌಧ-ವಿಕಾಸಸೌಧ ಬಹುಮಹಡಿ ಕಟ್ಟಡದ ಬಳಿ ಸರ್ಕಾರಿ ಕೇಂದ್ರ ಬಿಲ್ಲೆ ಸ್ಥಾಪನೆ, ಎಲ್ಲ ದಿನಗಳಲ್ಲೂ ಸ್ಕ್ಯಾನಿಂಗ್ ಸೌಲಭ್ಯ ಶಿಫಾರಸ್ಸು ಮಾಡಲಾಗಿದೆ. (182, 228, 320, 302)
jds-team-photo (333, 580, 613, 740)
banner-col-3 (622, 1292, 762, 1502)
epaper-link[interactable]: ಇ-ಪೇಪರ್: www.munjanevarth.com (749, 73, 912, 84)
divider (332, 458, 917, 460)
headline-line: ಪರೀಕ್ಷಾ ಕೇಂದ್ರಕ್ಕೆ ಧಾವಿಸಿ ಬಿಕಾಂ ಅಂತಿಮ (54, 1292, 302, 1315)
paragraph: ಬೆಂಗಳೂರು ಅಭಿವೃದ್ಧಿ ಪ್ರಾಧಿಕಾರದ ಮಾಜಿ ಅಧ್ಯಕ್ಷ, ಸಿ.ಎಂ.ಡಿ ಮೂರ್ತಿ, ನಿವೃತ್ತ ಐಎಎಸ್ ಅಧಿಕಾರಿ, ಕೆಪಿಎಸ್‌ಸಿ ಅಧಿಕಾರಿಗಳ ವಿರುದ್ಧ ಲೋಕಾಯುಕ್ತಕ್ಕೆ ದೂರು ಸಲ್ಲಿಸಲಾಗಿದೆ. (36, 1139, 172, 1188)
paragraph: ಬೆಂಗಳೂರಿಗೆ ನಿಶ್ಚಿತವೇ? ದಿಲ್ಲಿಗೆ ಕೊಟ್ಟ ಬೇಡಿಕೆ ಮೊತ್ತದ ಎರಡರಷ್ಟು (67%) ಬಸ್‌ಗಳ ಬೇಡಿಕೆ ಪೂರೈಕೆ. ಹಂಚಿಕೆ ಮಾಡಲಾಗಿರುವ 10,900 ಬಸ್‌ಗಳಲ್ಲಿ 4,500 ಬಸ್‌ಗಳು ಬೆಂಗಳೂರಿಗೆ ಸಿಗಲಿವೆ. (182, 541, 320, 603)
headline-line: ಸಿಂಧೂರ ಗನ್‌ಪೌಡರ್ ಆದಾಗ ಏನಾಗುತ್ತದೆ (430, 145, 819, 176)
paragraph: ಹಾನಿಯನ್ನು ಮತ್ತು ಹಣತ್ತೂರು ರೈಲ್ವೆ ಅಂಡರ್‌ಪಾಸ್‌ನಲ್ಲಿ ಮಳೆ ನೀರಿನಿಂದಾಗಿರುವ ತೊಂದರೆಯನ್ನು ಜೆಡಿಎಸ್ ನಾಯಕರು ಮುಖಂಡರು ವೀಕ್ಷಿಸಿದರು. (772, 581, 912, 629)
person-shape (543, 1433, 603, 1498)
paragraph: ಬಸ್‌ಗಳಿಗೆ ಬೇಡಿಕೆ ಇಟ್ಟಿತ್ತು. ಆ ಪೈಕಿ 2,000 ಬಸ್‌ಗಳನ್ನು ಹಂಚಿಕೆ ಮಾಡುವ ಬಗ್ಗೆ ಸಚಿವರು ಭರವಸೆ ನೀಡಿದರು. (182, 441, 320, 477)
paragraph: ಅನಿಲ್ ಕುಮಾರ್ ವೈದ್ಯ, ಸಹಾಯಕ ಇಂಜಿನಿಯರ್ ಮತ್ತು ಮಹಾದೇವ್ ಬಿ.ಕೆ, ಸಹಾಯಕ ಕಾರ್ಯಪಾಲಕ ಇಂಜಿನಿಯರ್ ಇವರ ವಿರುದ್ಧ ಲೋಕಾಯುಕ್ತ ವರದಿ ನೀಡಿದ್ದು, ಕರ್ನಾಟಕ ಲೋಕಾಯುಕ್ತ ಕಾಯ್ದೆ, 1984ರ ಕಲಂ 12(3)ರ ಅಡಿಯಾ ವಿಚಾರಣೆ ನಡೆಸಿ ವರದಿ ನೀಡಲು ನಿರ್ಧರಿಸಲಾಗಿದೆ. (182, 1050, 320, 1137)
column-divider (325, 138, 327, 1510)
cims-col-1 (334, 952, 474, 1234)
paragraph: ಅವರನ್ನು ತಕ್ಷಣ ಬದಲಾಯಿಸಬೇಕಾದ ಒತ್ತಡ ಬಂದಿತ್ತು ಅವರ ಜಾಗಕ್ಕೆ ತಾತ್ಕಾಲಿಕವಾಗಿ ಮಂಜುನಾಥ್ ನೇಮಕಗೊಂಡಿದ್ದರು. ಇದು ತಾತ್ಕಾಲಿಕ ನೇಮಕವಾಗಿದ್ದರು,ಅನಿರ್ದಿಷ್ಟವಾಗಿ ಅವರು ಆ ಹುದ್ದೆಯಲ್ಲಿ ಮುಂದುವರಿದಿದ್ದರು. ಇದನ್ನು ಪ್ರಶ್ನಿಸಿ ಅವರ ಅಧೀನದಲ್ಲಿದ್ದ ಡಾ.ರಮೇಶ್, ಡಾ. ಸುಗುಣಗಿರೀಶ್ ವಿ (334, 1116, 474, 1203)
paragraph: ಬೆಂಗಳೂರು ಮಹಾನಗರಕ್ಕೆ ಸಂಬಂಧಿಸಿದಂತೆ 14,200 ಬಸ್‌ಗಳ ಬೇಡಿಕೆ ಬಂದಿತ್ತು. ಈ ಪೈಕಿ 10,900 ಬಸ್‌ಗಳನ್ನು ಮೊದಲ ಹಂತದಲ್ಲಿ ಹಂಚಿಕೆ ಮಾಡಲಾಗುತ್ತಿದೆ ಎಂದು ಕೇಂದ್ರ ಸಚಿವರು ತಿಳಿಸಿದರು. (182, 478, 320, 540)
ebus-col-1 (36, 440, 172, 880)
sindoor-col-1 (334, 242, 530, 454)
bride-col-2 (182, 1386, 320, 1501)
continued-marker: ಪುಟ 1ರಿಂದ (36, 215, 110, 229)
divider (36, 928, 320, 930)
date-kannada: ಶುಕ್ರವಾರ 23 ಮೇ 2025 (822, 89, 912, 100)
admin-reform-col-2 (182, 215, 320, 370)
newspaper-logo (390, 66, 660, 108)
